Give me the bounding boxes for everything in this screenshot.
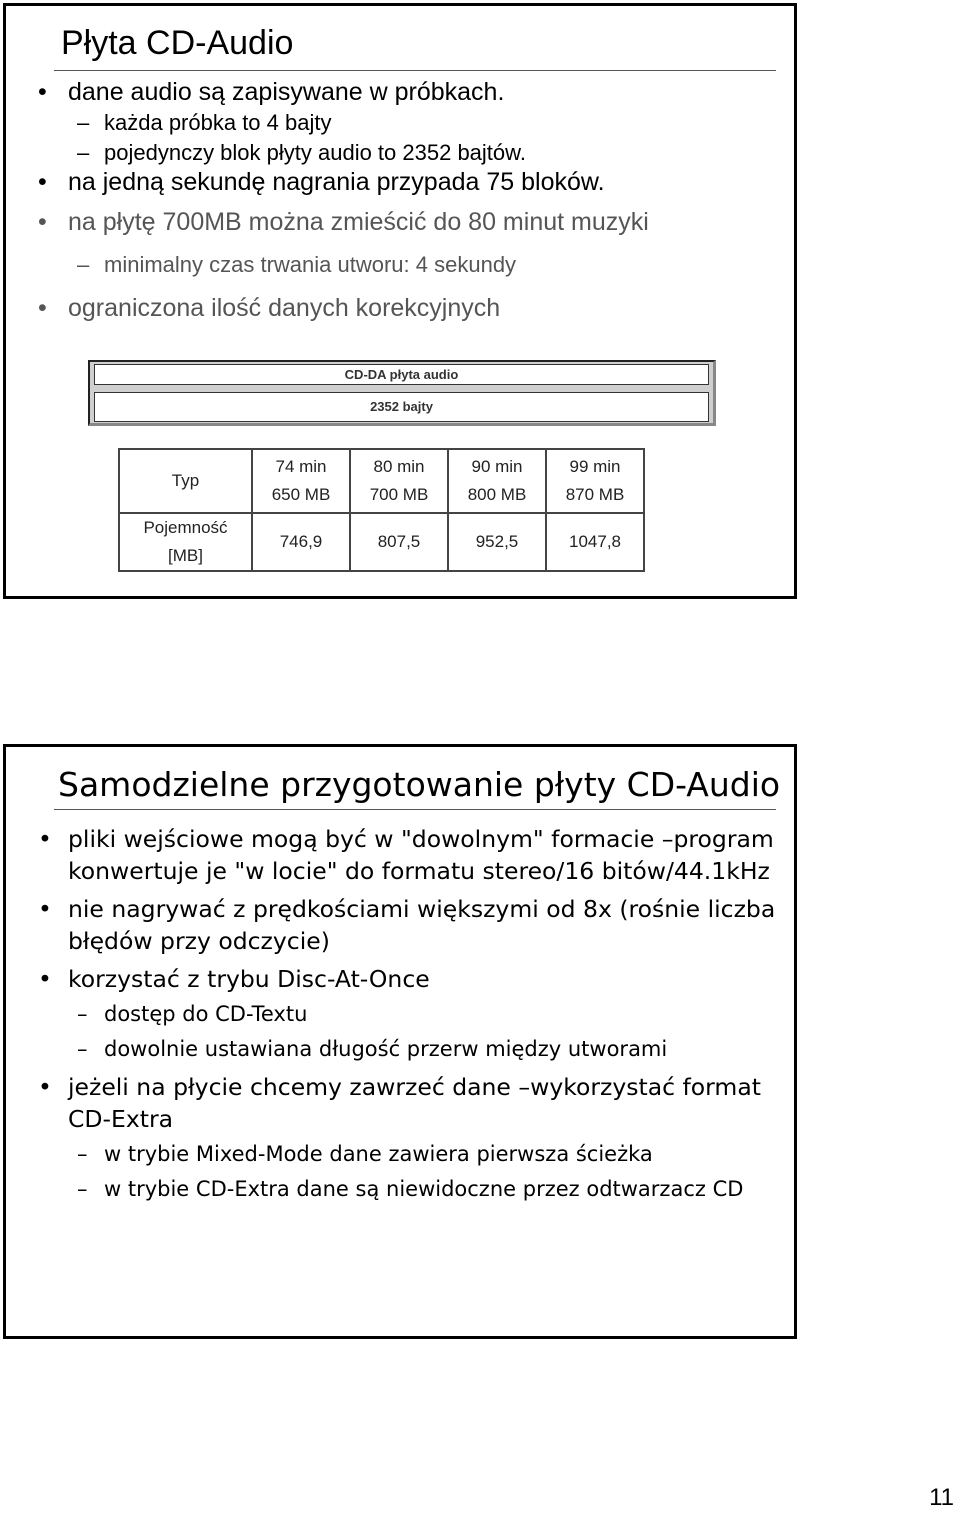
sub-bullet-item: – dostęp do CD-Textu [104,1002,307,1026]
table-header-pojemnosc [119,513,252,571]
table-row [119,449,644,513]
table-cell: 952,5 [448,513,546,571]
cell-mb: 800 MB [467,485,527,504]
bullet-continuation: błędów przy odczycie) [68,927,330,955]
cell-min: 74 min [275,457,327,476]
sector-size: 2352 bajty [94,392,709,422]
bullet-item: • nie nagrywać z prędkościami większymi od 8x (rośnie liczba [68,895,775,923]
capacity-table [118,448,645,572]
table-row [119,513,644,571]
sub-bullet-item: – w trybie Mixed-Mode dane zawiera pierwsza ścieżka [104,1142,653,1166]
bullet-item: • ograniczona ilość danych korekcyjnych [68,294,500,323]
sub-bullet-item: – w trybie CD-Extra dane są niewidoczne przez odtwarzacz CD [104,1177,743,1201]
slide-cd-audio [3,3,797,599]
table-cell [448,449,546,513]
bullet-item: • pliki wejściowe mogą być w "dowolnym" formacie –program [68,825,774,853]
table-cell [252,449,350,513]
cell-mb: 870 MB [565,485,625,504]
bullet-continuation: konwertuje je "w locie" do formatu stereo/16 bitów/44.1kHz [68,857,770,885]
header-line: Pojemność [143,518,228,537]
bullet-item: • dane audio są zapisywane w próbkach. [68,78,504,107]
table-cell [546,449,644,513]
sub-bullet-item: – pojedynczy blok płyty audio to 2352 bajtów. [104,140,526,166]
cell-mb: 650 MB [271,485,331,504]
cell-min: 80 min [373,457,425,476]
sub-bullet-item: – minimalny czas trwania utworu: 4 sekundy [104,252,516,278]
table-cell: 1047,8 [546,513,644,571]
bullet-item: • na jedną sekundę nagrania przypada 75 bloków. [68,168,605,197]
sub-bullet-item: – każda próbka to 4 bajty [104,110,331,136]
header-line: [MB] [168,546,203,565]
slide-cd-audio-preparation [3,744,797,1339]
cell-min: 90 min [471,457,523,476]
bullet-continuation: CD-Extra [68,1105,174,1133]
sub-bullet-item: – dowolnie ustawiana długość przerw między utworami [104,1037,667,1061]
slide-title: Płyta CD-Audio [61,24,294,62]
table-cell [350,449,448,513]
sector-diagram [88,360,716,426]
bullet-item: • na płytę 700MB można zmieścić do 80 minut muzyki [68,208,649,237]
title-divider [54,809,776,810]
table-cell: 746,9 [252,513,350,571]
cell-min: 99 min [569,457,621,476]
bullet-item: • korzystać z trybu Disc-At-Once [68,965,430,993]
slide-title: Samodzielne przygotowanie płyty CD-Audio [58,765,781,804]
title-divider [54,70,776,71]
table-header-typ: Typ [119,449,252,513]
page-number: 11 [929,1484,954,1511]
sector-label: CD-DA płyta audio [94,364,709,385]
bullet-item: • jeżeli na płycie chcemy zawrzeć dane –wykorzystać format [68,1073,761,1101]
cell-mb: 700 MB [369,485,429,504]
table-cell: 807,5 [350,513,448,571]
